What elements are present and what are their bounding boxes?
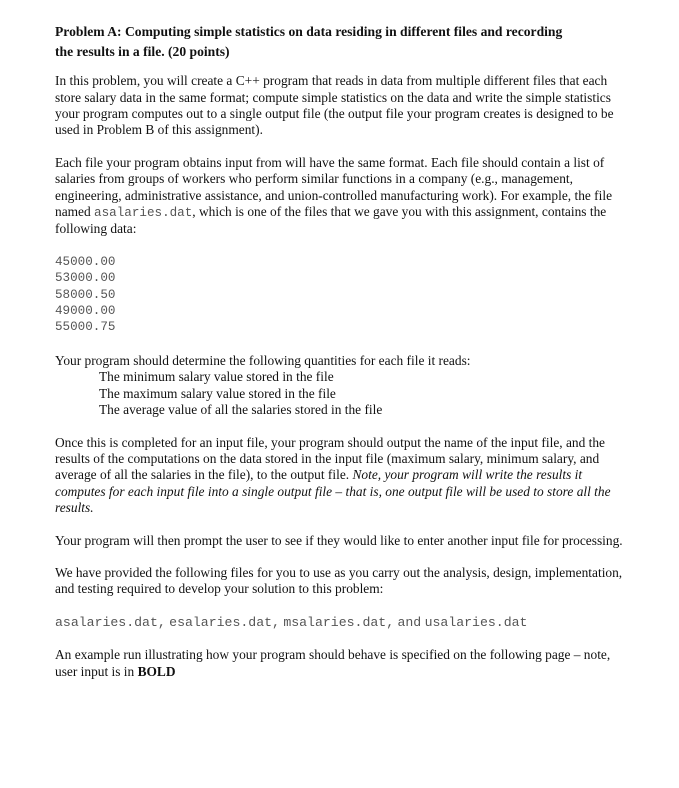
example-bold: BOLD	[137, 663, 176, 679]
data-line: 45000.00	[55, 254, 116, 269]
file-name: usalaries.dat	[424, 614, 528, 630]
file-name: asalaries.dat,	[55, 614, 166, 630]
format-text-after: , which is one of the files that we gave you with this assignment, contains the following data:	[55, 204, 607, 237]
files-list	[55, 614, 630, 631]
heading-line-2: the results in a file. (20 points)	[55, 43, 230, 59]
output-text: Once this is completed for an input file, your program should output the name of the input file, and the results of the computations on the data stored in the input file (maximum salary, minimum salary, and average of all the salaries in the file), to the output file.	[55, 434, 606, 483]
data-line: 58000.50	[55, 287, 116, 302]
heading-line-1: Problem A: Computing simple statistics on data residing in different files and recording	[55, 24, 563, 39]
prompt-paragraph: Your program will then prompt the user to see if they would like to enter another input file for processing.	[55, 532, 623, 548]
salary-data-block	[55, 254, 630, 336]
data-line: 55000.75	[55, 320, 116, 335]
provided-files-paragraph: We have provided the following files for you to use as you carry out the analysis, design, implementation, and testing required to develop your solution to this problem:	[55, 564, 623, 597]
file-name: esalaries.dat,	[169, 614, 280, 630]
quantity-item: The maximum salary value stored in the file	[99, 385, 336, 401]
format-text-before: Each file your program obtains input from will have the same format. Each file should contain a list of salaries from groups of workers who perform similar functions in a company (e.g., management, engineering, administrative assistance, and union-controlled manufacturing work). For example, the file named	[55, 154, 613, 220]
example-paragraph	[55, 647, 630, 680]
output-paragraph	[55, 435, 630, 517]
quantities-section	[55, 353, 630, 419]
quantity-item: The average value of all the salaries stored in the file	[99, 402, 383, 418]
example-text: An example run illustrating how your program should behave is specified on the following page – note, user input is in	[55, 647, 611, 679]
intro-paragraph: In this problem, you will create a C++ program that reads in data from multiple different files that each store salary data in the same format; compute simple statistics on the data and write the simple statistics your program computes out to a single output file (the output file your program creates is designed to be used in Problem B of this assignment).	[55, 73, 614, 138]
document-page	[55, 22, 630, 696]
format-paragraph	[55, 155, 630, 238]
data-line: 49000.00	[55, 304, 116, 319]
filename-code: asalaries.dat	[94, 206, 193, 221]
quantities-intro: Your program should determine the following quantities for each file it reads:	[55, 352, 471, 368]
file-name: msalaries.dat,	[283, 614, 395, 630]
problem-heading	[55, 22, 630, 61]
files-and: and	[397, 614, 422, 630]
output-note-italic: Note, your program will write the results it computes for each input file into a single output file – that is, one output file will be used to store all the results.	[55, 467, 611, 516]
quantity-item: The minimum salary value stored in the file	[99, 369, 334, 385]
data-line: 53000.00	[55, 271, 116, 286]
